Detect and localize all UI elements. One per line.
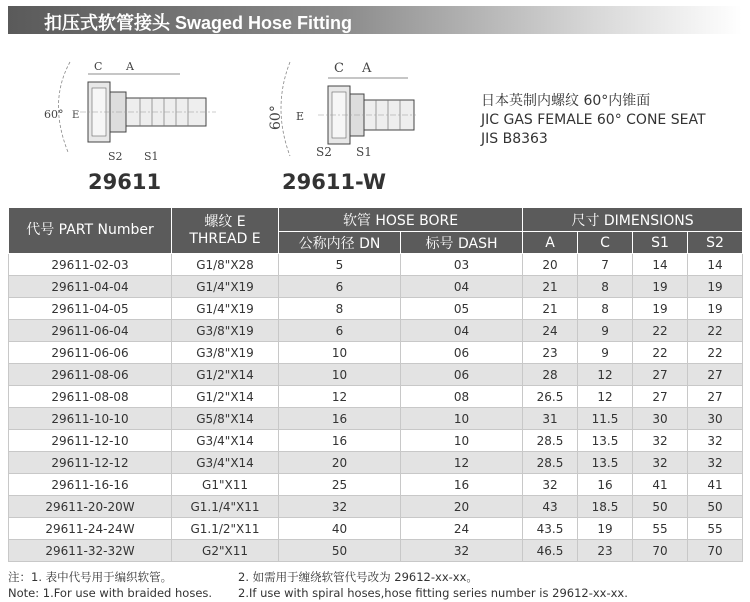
page-title: 扣压式软管接头 Swaged Hose Fitting xyxy=(44,13,353,33)
table-row xyxy=(9,276,743,298)
header-c: C xyxy=(578,232,633,254)
note-1-en: Note: 1.For use with braided hoses. xyxy=(8,586,213,600)
cell-thread: G1/8"X28 xyxy=(172,254,279,276)
cell-c: 23 xyxy=(578,540,633,562)
table-row xyxy=(9,254,743,276)
cell-a: 20 xyxy=(523,254,578,276)
table-row xyxy=(9,364,743,386)
cell-part-number: 29611-20-20W xyxy=(9,496,172,518)
cell-thread: G1/2"X14 xyxy=(172,364,279,386)
angle-label: 60° xyxy=(268,105,284,130)
cell-s1: 55 xyxy=(633,518,688,540)
cell-dash: 24 xyxy=(401,518,523,540)
fitting-drawing-29611-w xyxy=(258,52,418,170)
cell-s1: 32 xyxy=(633,452,688,474)
cell-s1: 70 xyxy=(633,540,688,562)
cell-c: 18.5 xyxy=(578,496,633,518)
cell-dash: 06 xyxy=(401,364,523,386)
cell-s2: 41 xyxy=(688,474,743,496)
cell-s2: 19 xyxy=(688,298,743,320)
cell-dash: 20 xyxy=(401,496,523,518)
cell-s1: 27 xyxy=(633,386,688,408)
cell-dash: 04 xyxy=(401,276,523,298)
header-thread-cn: 螺纹 E xyxy=(204,213,246,230)
cell-s2: 22 xyxy=(688,320,743,342)
cell-dn: 16 xyxy=(279,408,401,430)
dim-a-label: A xyxy=(126,60,134,73)
cell-dash: 05 xyxy=(401,298,523,320)
cell-c: 19 xyxy=(578,518,633,540)
cell-dn: 16 xyxy=(279,430,401,452)
cell-s2: 70 xyxy=(688,540,743,562)
dim-s2-label: S2 xyxy=(316,145,332,159)
cell-dn: 10 xyxy=(279,364,401,386)
fitting-diagram-w-icon xyxy=(258,52,418,170)
cell-part-number: 29611-04-04 xyxy=(9,276,172,298)
cell-s1: 32 xyxy=(633,430,688,452)
dim-c-label: C xyxy=(334,61,344,76)
cell-thread: G1"X11 xyxy=(172,474,279,496)
cell-thread: G1/2"X14 xyxy=(172,386,279,408)
cell-c: 12 xyxy=(578,386,633,408)
cell-thread: G3/8"X19 xyxy=(172,342,279,364)
header-hose-bore: 软管 HOSE BORE xyxy=(279,208,523,232)
cell-a: 28.5 xyxy=(523,430,578,452)
dim-c-label: C xyxy=(94,60,103,73)
header-thread xyxy=(172,208,279,254)
cell-dn: 20 xyxy=(279,452,401,474)
description-line-cn: 日本英制内螺纹 60°内锥面 xyxy=(481,93,651,109)
cell-s2: 50 xyxy=(688,496,743,518)
table-row xyxy=(9,430,743,452)
cell-a: 46.5 xyxy=(523,540,578,562)
header-dn: 公称内径 DN xyxy=(279,232,401,254)
model-number-29611: 29611 xyxy=(88,170,162,194)
cell-s1: 19 xyxy=(633,276,688,298)
cell-c: 13.5 xyxy=(578,452,633,474)
table-row xyxy=(9,540,743,562)
cell-part-number: 29611-08-06 xyxy=(9,364,172,386)
cell-c: 12 xyxy=(578,364,633,386)
header-dash: 标号 DASH xyxy=(401,232,523,254)
cell-part-number: 29611-02-03 xyxy=(9,254,172,276)
cell-thread: G3/4"X14 xyxy=(172,452,279,474)
cell-a: 21 xyxy=(523,276,578,298)
note-2-cn: 2. 如需用于缠绕软管代号改为 29612-xx-xx。 xyxy=(238,570,478,584)
specification-table xyxy=(8,207,743,562)
description-standard: JIS B8363 xyxy=(481,131,548,147)
cell-dash: 10 xyxy=(401,430,523,452)
cell-dn: 32 xyxy=(279,496,401,518)
table-row xyxy=(9,496,743,518)
cell-c: 9 xyxy=(578,320,633,342)
specification-rows xyxy=(9,254,743,562)
header-s2: S2 xyxy=(688,232,743,254)
cell-thread: G5/8"X14 xyxy=(172,408,279,430)
cell-dn: 40 xyxy=(279,518,401,540)
description-line-en: JIC GAS FEMALE 60° CONE SEAT xyxy=(481,112,706,128)
cell-s1: 22 xyxy=(633,342,688,364)
cell-a: 26.5 xyxy=(523,386,578,408)
cell-s2: 19 xyxy=(688,276,743,298)
cell-part-number: 29611-24-24W xyxy=(9,518,172,540)
cell-a: 21 xyxy=(523,298,578,320)
cell-a: 31 xyxy=(523,408,578,430)
cell-dash: 04 xyxy=(401,320,523,342)
cell-dn: 12 xyxy=(279,386,401,408)
cell-thread: G3/4"X14 xyxy=(172,430,279,452)
cell-dn: 6 xyxy=(279,276,401,298)
cell-dn: 25 xyxy=(279,474,401,496)
cell-s1: 50 xyxy=(633,496,688,518)
cell-s1: 41 xyxy=(633,474,688,496)
cell-part-number: 29611-06-04 xyxy=(9,320,172,342)
cell-c: 11.5 xyxy=(578,408,633,430)
cell-c: 13.5 xyxy=(578,430,633,452)
cell-part-number: 29611-16-16 xyxy=(9,474,172,496)
cell-dash: 06 xyxy=(401,342,523,364)
cell-s2: 22 xyxy=(688,342,743,364)
cell-s2: 27 xyxy=(688,364,743,386)
dim-s1-label: S1 xyxy=(144,150,159,163)
cell-s1: 14 xyxy=(633,254,688,276)
dim-s1-label: S1 xyxy=(356,145,372,159)
cell-a: 28.5 xyxy=(523,452,578,474)
note-2-en: 2.If use with spiral hoses,hose fitting series number is 29612-xx-xx. xyxy=(238,586,628,600)
cell-c: 8 xyxy=(578,298,633,320)
cell-dash: 03 xyxy=(401,254,523,276)
cell-dn: 8 xyxy=(279,298,401,320)
cell-a: 28 xyxy=(523,364,578,386)
cell-part-number: 29611-12-10 xyxy=(9,430,172,452)
table-row xyxy=(9,320,743,342)
cell-c: 7 xyxy=(578,254,633,276)
cell-a: 43 xyxy=(523,496,578,518)
note-1-cn: 注：1. 表中代号用于编织软管。 xyxy=(8,570,173,584)
cell-a: 23 xyxy=(523,342,578,364)
fitting-drawing-29611 xyxy=(40,52,230,170)
cell-a: 24 xyxy=(523,320,578,342)
table-row xyxy=(9,518,743,540)
angle-label: 60° xyxy=(44,108,64,121)
cell-thread: G1.1/2"X11 xyxy=(172,518,279,540)
cell-part-number: 29611-12-12 xyxy=(9,452,172,474)
cell-s2: 14 xyxy=(688,254,743,276)
cell-s2: 55 xyxy=(688,518,743,540)
cell-dn: 10 xyxy=(279,342,401,364)
cell-c: 8 xyxy=(578,276,633,298)
cell-s1: 22 xyxy=(633,320,688,342)
cell-part-number: 29611-32-32W xyxy=(9,540,172,562)
model-number-29611-w: 29611-W xyxy=(282,170,386,194)
cell-a: 43.5 xyxy=(523,518,578,540)
table-row xyxy=(9,342,743,364)
title-banner xyxy=(8,6,742,34)
cell-dn: 6 xyxy=(279,320,401,342)
cell-dash: 10 xyxy=(401,408,523,430)
table-row xyxy=(9,452,743,474)
fitting-diagram-icon xyxy=(40,52,230,170)
cell-c: 16 xyxy=(578,474,633,496)
cell-thread: G1.1/4"X11 xyxy=(172,496,279,518)
header-a: A xyxy=(523,232,578,254)
cell-dn: 50 xyxy=(279,540,401,562)
dim-e-label: E xyxy=(296,110,305,123)
header-s1: S1 xyxy=(633,232,688,254)
cell-s1: 27 xyxy=(633,364,688,386)
cell-thread: G1/4"X19 xyxy=(172,276,279,298)
cell-a: 32 xyxy=(523,474,578,496)
cell-s2: 30 xyxy=(688,408,743,430)
cell-dash: 32 xyxy=(401,540,523,562)
cell-part-number: 29611-04-05 xyxy=(9,298,172,320)
cell-s2: 32 xyxy=(688,430,743,452)
table-row xyxy=(9,408,743,430)
table-row xyxy=(9,298,743,320)
cell-s2: 32 xyxy=(688,452,743,474)
cell-c: 9 xyxy=(578,342,633,364)
dim-s2-label: S2 xyxy=(108,150,123,163)
cell-part-number: 29611-10-10 xyxy=(9,408,172,430)
cell-s2: 27 xyxy=(688,386,743,408)
fitting-description xyxy=(481,92,706,149)
cell-dash: 12 xyxy=(401,452,523,474)
cell-dash: 16 xyxy=(401,474,523,496)
cell-thread: G1/4"X19 xyxy=(172,298,279,320)
cell-part-number: 29611-08-08 xyxy=(9,386,172,408)
header-dimensions: 尺寸 DIMENSIONS xyxy=(523,208,743,232)
cell-thread: G2"X11 xyxy=(172,540,279,562)
cell-s1: 30 xyxy=(633,408,688,430)
header-part-number: 代号 PART Number xyxy=(9,208,172,254)
cell-dn: 5 xyxy=(279,254,401,276)
cell-part-number: 29611-06-06 xyxy=(9,342,172,364)
cell-dash: 08 xyxy=(401,386,523,408)
dim-a-label: A xyxy=(362,61,372,76)
table-row xyxy=(9,386,743,408)
dim-e-label: E xyxy=(72,110,80,121)
table-row xyxy=(9,474,743,496)
cell-s1: 19 xyxy=(633,298,688,320)
header-thread-en: THREAD E xyxy=(189,230,261,247)
cell-thread: G3/8"X19 xyxy=(172,320,279,342)
